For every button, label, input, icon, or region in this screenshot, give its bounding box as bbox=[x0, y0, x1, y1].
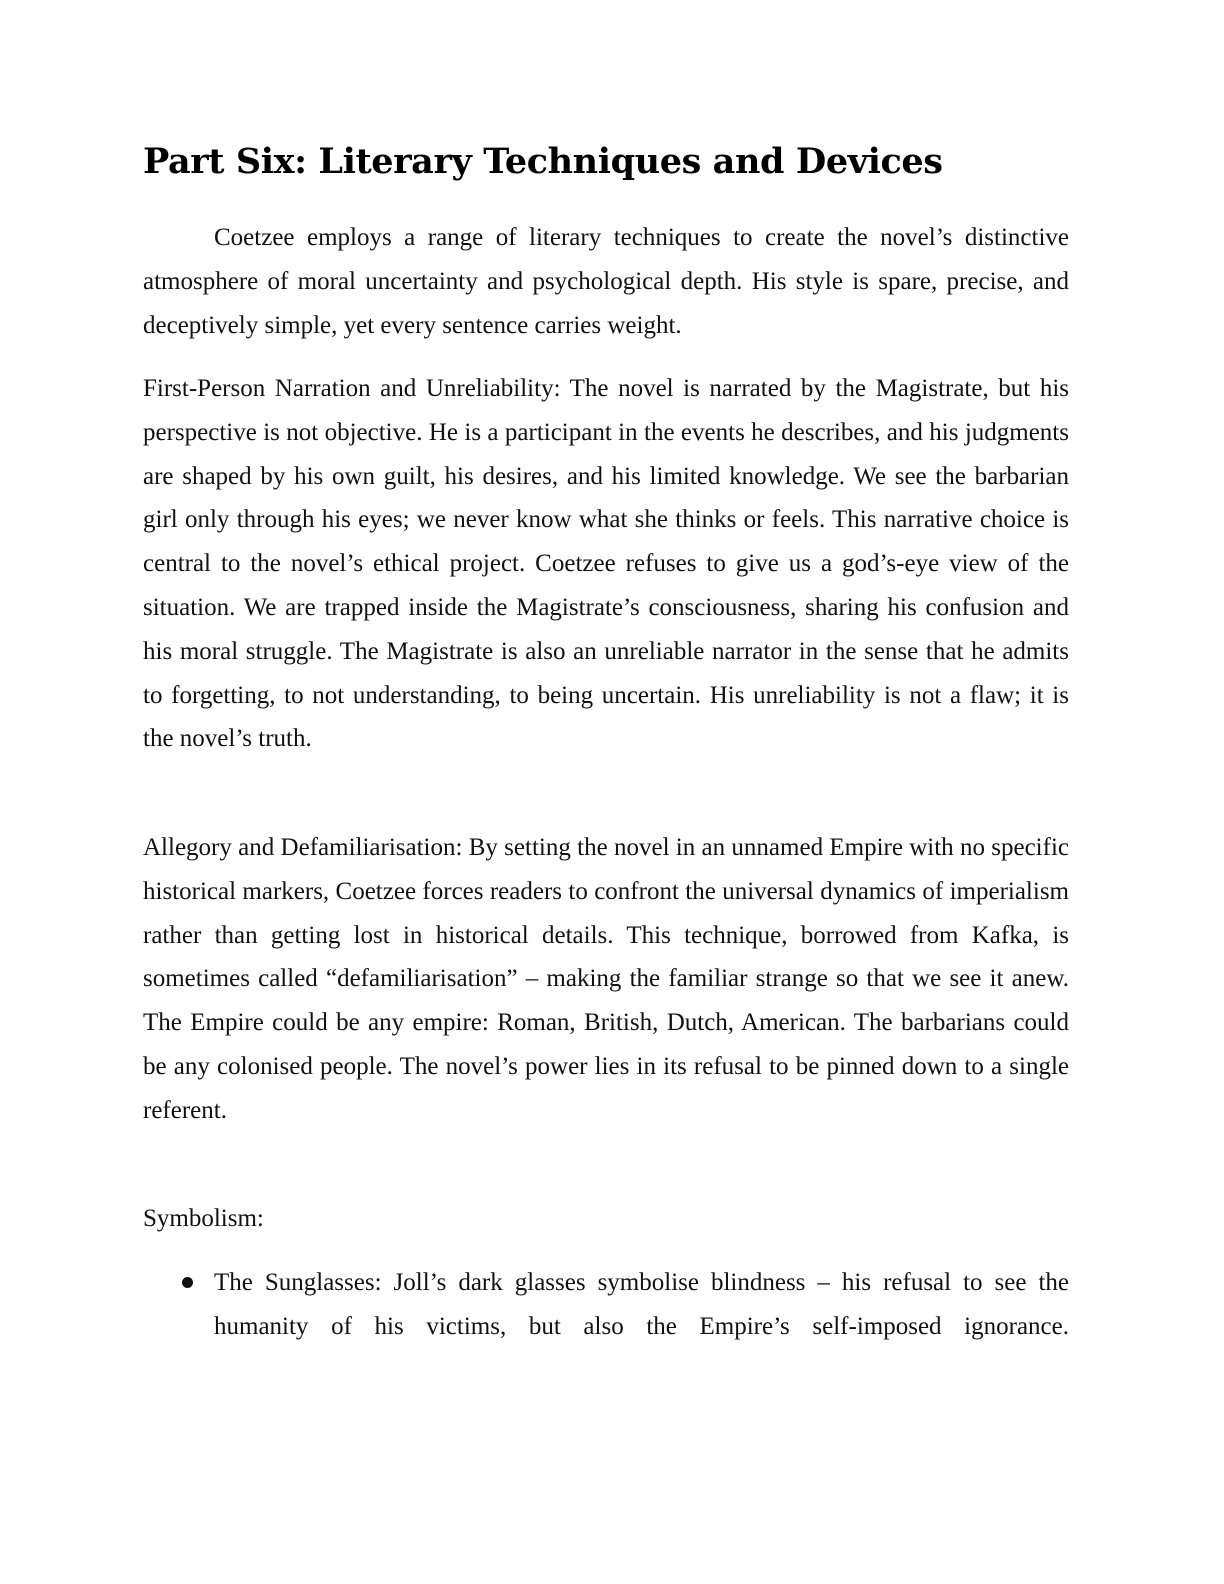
page-title: Part Six: Literary Techniques and Devices bbox=[143, 141, 943, 182]
symbolism-list bbox=[143, 1261, 1069, 1349]
bullet-icon bbox=[182, 1277, 193, 1288]
list-item bbox=[143, 1261, 1069, 1349]
first-person-narration-paragraph: First‑Person Narration and Unreliability: The novel is narrated by the Magistrate, but his perspective is not objective. He is a participant in the events he describes, and his judgments are shaped by his own guilt, his desires, and his limited knowledge. We see the barbarian girl only through his eyes; we never know what she thinks or feels. This narrative choice is central to the novel’s ethical project. Coetzee refuses to give us a god’s‑eye view of the situation. We are trapped inside the Magistrate’s consciousness, sharing his confusion and his moral struggle. The Magistrate is also an unreliable narrator in the sense that he admits to forgetting, to not understanding, to being uncertain. His unreliability is not a flaw; it is the novel’s truth. bbox=[143, 375, 1069, 753]
list-item-text: The Sunglasses: Joll’s dark glasses symbolise blindness – his refusal to see the humanity of his victims, but also the Empire’s self‑imposed ignorance. bbox=[214, 1269, 1069, 1340]
allegory-paragraph: Allegory and Defamiliarisation: By setting the novel in an unnamed Empire with no specific historical markers, Coetzee forces readers to confront the universal dynamics of imperialism rather than getting lost in historical details. This technique, borrowed from Kafka, is sometimes called “defamiliarisation” – making the familiar strange so that we see it anew. The Empire could be any empire: Roman, British, Dutch, American. The barbarians could be any colonised people. The novel’s power lies in its refusal to be pinned down to a single referent. bbox=[143, 834, 1069, 1124]
intro-paragraph: Coetzee employs a range of literary techniques to create the novel’s distinctive atmosphere of moral uncertainty and psychological depth. His style is spare, precise, and deceptively simple, yet every sentence carries weight. bbox=[143, 224, 1069, 339]
symbolism-heading: Symbolism: bbox=[143, 1205, 264, 1232]
